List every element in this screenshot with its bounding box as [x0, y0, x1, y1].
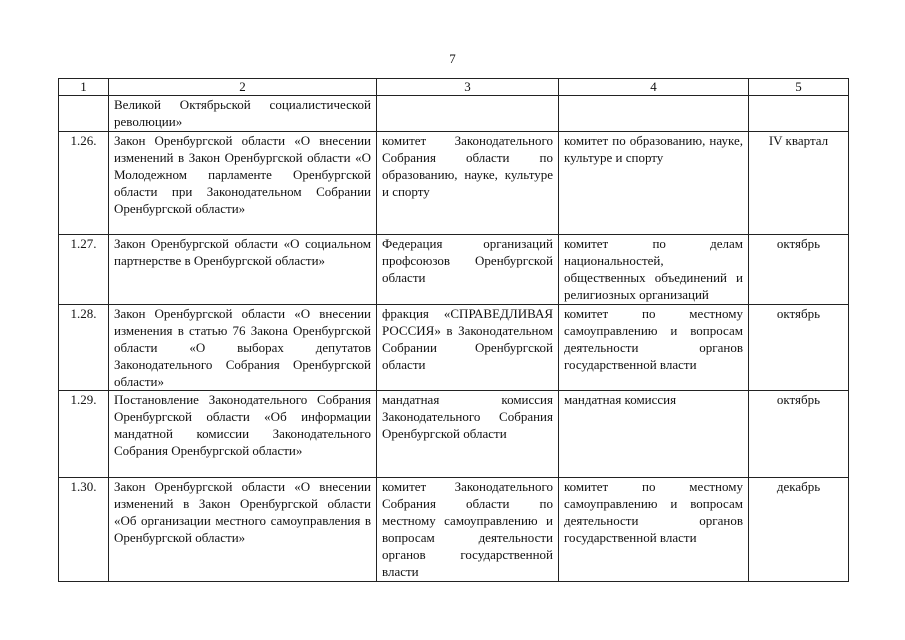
- table-row: [59, 305, 849, 391]
- row-number: [59, 96, 109, 132]
- table-row: [59, 96, 849, 132]
- row-date: [749, 96, 849, 132]
- row-number: 1.30.: [59, 478, 109, 582]
- row-committee: комитет по делам национальностей, общественных объединений и религиозных организаций: [559, 235, 749, 305]
- table-row: [59, 235, 849, 305]
- header-cell: 2: [109, 79, 377, 96]
- row-initiator: фракция «СПРАВЕДЛИВАЯ РОССИЯ» в Законодательном Собрании Оренбургской области: [377, 305, 559, 391]
- row-initiator: мандатная комиссия Законодательного Собрания Оренбургской области: [377, 391, 559, 478]
- row-title: Закон Оренбургской области «О внесении изменения в статью 76 Закона Оренбургской области «О выборах депутатов Законодательного Собрания Оренбургской области»: [109, 305, 377, 391]
- row-committee: мандатная комиссия: [559, 391, 749, 478]
- row-committee: комитет по местному самоуправлению и вопросам деятельности органов государственной власти: [559, 478, 749, 582]
- row-title: Постановление Законодательного Собрания Оренбургской области «Об информации мандатной комиссии Законодательного Собрания Оренбургской области»: [109, 391, 377, 478]
- table-row: [59, 391, 849, 478]
- row-committee: [559, 96, 749, 132]
- row-initiator: [377, 96, 559, 132]
- table-row: [59, 132, 849, 235]
- row-number: 1.28.: [59, 305, 109, 391]
- row-number: 1.29.: [59, 391, 109, 478]
- row-number: 1.26.: [59, 132, 109, 235]
- header-cell: 4: [559, 79, 749, 96]
- row-number: 1.27.: [59, 235, 109, 305]
- row-committee: комитет по образованию, науке, культуре и спорту: [559, 132, 749, 235]
- row-date: октябрь: [749, 391, 849, 478]
- row-title: Великой Октябрьской социалистической революции»: [109, 96, 377, 132]
- row-initiator: комитет Законодательного Собрания области по местному самоуправлению и вопросам деятельности органов государственной власти: [377, 478, 559, 582]
- row-date: октябрь: [749, 305, 849, 391]
- row-title: Закон Оренбургской области «О внесении изменений в Закон Оренбургской области «Об организации местного самоуправления в Оренбургской области»: [109, 478, 377, 582]
- row-committee: комитет по местному самоуправлению и вопросам деятельности органов государственной власти: [559, 305, 749, 391]
- row-title: Закон Оренбургской области «О социальном партнерстве в Оренбургской области»: [109, 235, 377, 305]
- row-date: октябрь: [749, 235, 849, 305]
- header-cell: 3: [377, 79, 559, 96]
- header-cell: 1: [59, 79, 109, 96]
- plan-table: [58, 78, 849, 582]
- header-row: [59, 79, 849, 96]
- row-date: IV квартал: [749, 132, 849, 235]
- header-cell: 5: [749, 79, 849, 96]
- row-initiator: комитет Законодательного Собрания области по образованию, науке, культуре и спорту: [377, 132, 559, 235]
- page-number: 7: [449, 51, 456, 66]
- row-initiator: Федерация организаций профсоюзов Оренбургской области: [377, 235, 559, 305]
- row-title: Закон Оренбургской области «О внесении изменений в Закон Оренбургской области «О Молодежном парламенте Оренбургской области при Законодательном Собрании Оренбургской области»: [109, 132, 377, 235]
- row-date: декабрь: [749, 478, 849, 582]
- table-row: [59, 478, 849, 582]
